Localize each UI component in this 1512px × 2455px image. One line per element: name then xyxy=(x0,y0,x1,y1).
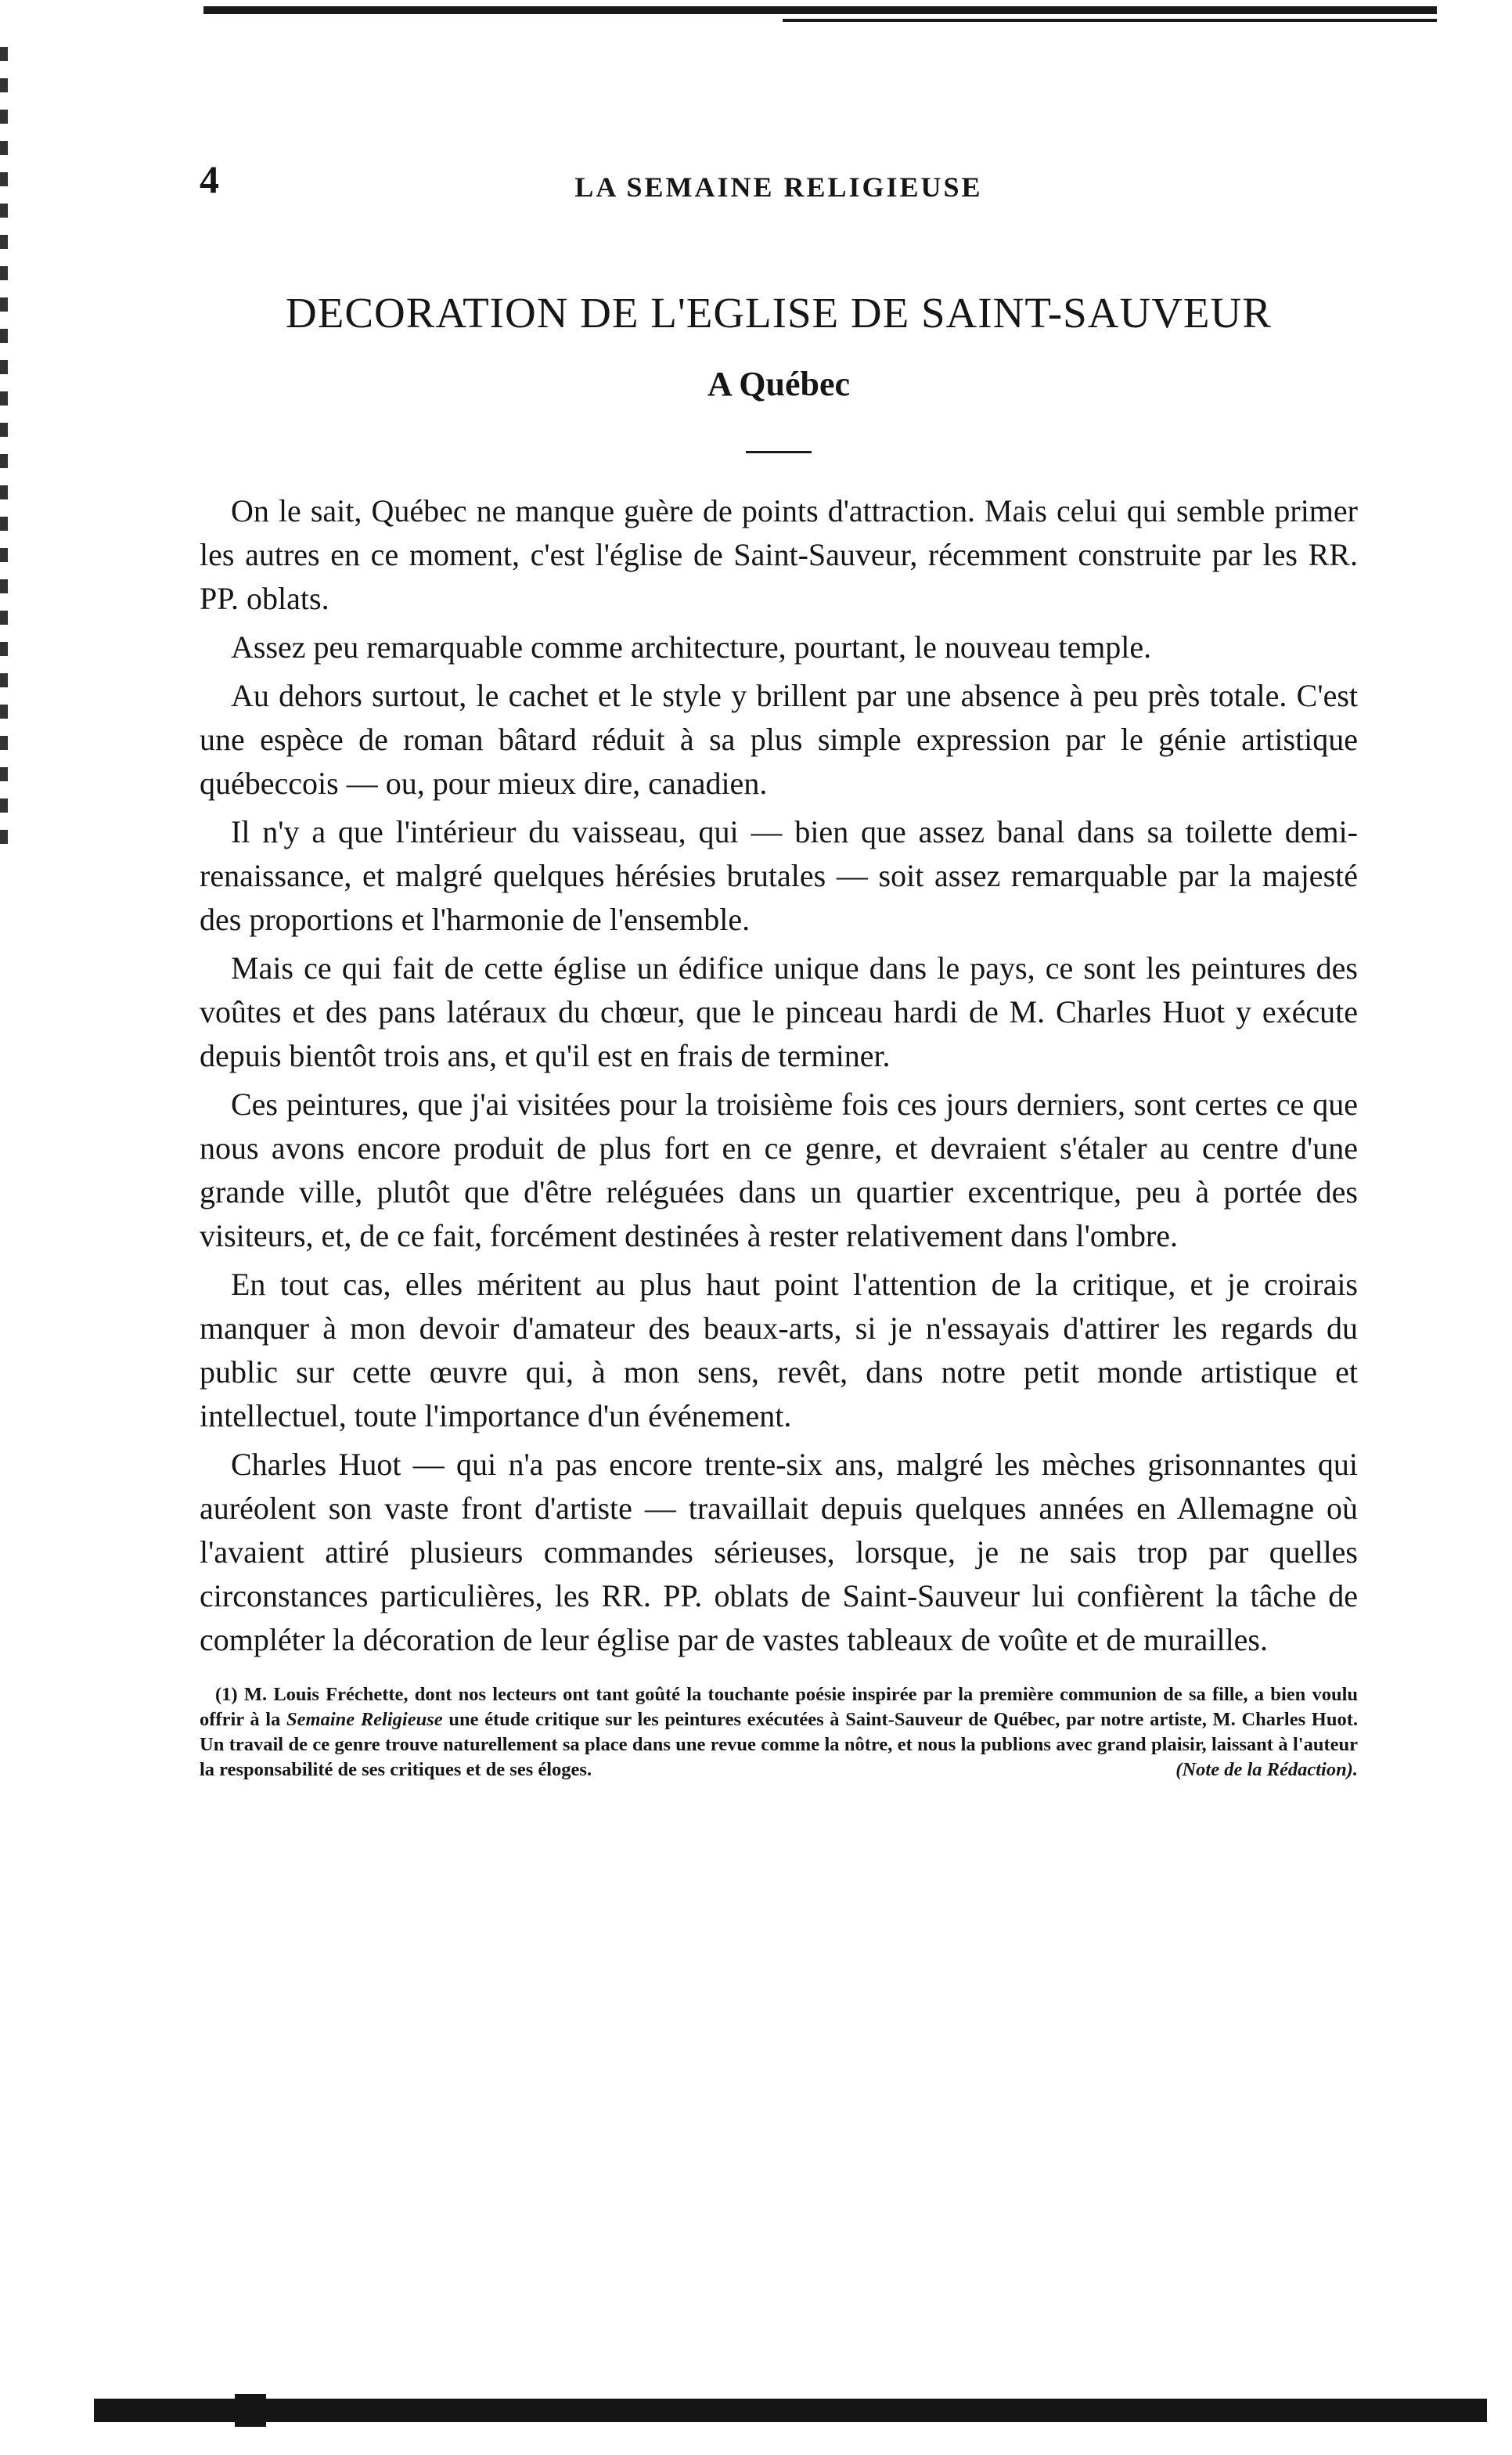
paragraph: En tout cas, elles méritent au plus haut point l'attention de la critique, et je croirais manquer à mon devoir d'amateur des beaux-arts, si je n'essayais d'attirer les regards du public sur cette œuvre qui, à mon sens, revêt, dans notre petit monde artistique et intellectuel, toute l'importance d'un événement. xyxy=(200,1267,1358,1433)
paragraph: Ces peintures, que j'ai visitées pour la troisième fois ces jours derniers, sont certes ce que nous avons encore produit de plus fort en ce genre, et devraient s'étaler au centre d'une grande ville, plutôt que d'être reléguées dans un quartier excentrique, peu à portée des visiteurs, et, de ce fait, forcément destinées à rester relativement dans l'ombre. xyxy=(200,1087,1358,1253)
paragraph: Au dehors surtout, le cachet et le style y brillent par une absence à peu près totale. C'est une espèce de roman bâtard réduit à sa plus simple expression par le génie artistique québeccois — ou, pour mieux dire, canadien. xyxy=(200,678,1358,801)
running-title: LA SEMAINE RELIGIEUSE xyxy=(574,171,983,203)
bottom-border-notch xyxy=(235,2394,266,2427)
footnote-text-before: M. Louis Fréchette, dont nos lecteurs ont tant goûté la touchante poésie inspirée par la première communion de sa fille, a bien voulu offrir à la xyxy=(200,1684,1359,1730)
page-number: 4 xyxy=(200,157,219,201)
page-content xyxy=(200,149,1358,1783)
footnote-marker: (1) xyxy=(215,1684,238,1705)
running-header xyxy=(200,149,1358,219)
paragraph: Assez peu remarquable comme architecture, pourtant, le nouveau temple. xyxy=(231,629,1152,665)
footnote-signature: (Note de la Rédaction). xyxy=(1175,1759,1358,1780)
top-border-rule-thin xyxy=(783,19,1437,22)
article-subtitle: A Québec xyxy=(707,365,851,403)
article-body xyxy=(200,489,1358,1662)
left-page-edge xyxy=(0,47,8,861)
footnote-journal-name: Semaine Religieuse xyxy=(286,1709,443,1730)
paragraph: Charles Huot — qui n'a pas encore trente-six ans, malgré les mèches grisonnantes qui auréolent son vaste front d'artiste — travaillait depuis quelques années en Allemagne où l'avaient attiré plusieurs commandes sérieuses, lorsque, je ne sais trop par quelles circonstances particulières, les RR. PP. oblats de Saint-Sauveur lui confièrent la tâche de compléter la décoration de leur église par de vastes tableaux de voûte et de murailles. xyxy=(200,1447,1358,1657)
paragraph: On le sait, Québec ne manque guère de points d'attraction. Mais celui qui semble primer les autres en ce moment, c'est l'église de Saint-Sauveur, récemment construite par les RR. PP. oblats. xyxy=(200,493,1358,616)
paragraph: Il n'y a que l'intérieur du vaisseau, qui — bien que assez banal dans sa toilette demi-renaissance, et malgré quelques hérésies brutales — soit assez remarquable par la majesté des proportions et l'harmonie de l'ensemble. xyxy=(200,814,1358,937)
title-divider xyxy=(746,451,812,453)
bottom-border-band xyxy=(94,2399,1487,2422)
footnote-text xyxy=(200,1682,1358,1783)
footnote xyxy=(200,1682,1358,1783)
top-border-rule xyxy=(203,6,1437,14)
footnote-text-middle: une étude critique sur les peintures exécutées à Saint-Sauveur de Québec, par notre artiste, M. Charles Huot. Un travail de ce genre trouve naturellement sa place dans une revue comme la nôtre, et nous la publions avec grand plaisir, laissant à l'auteur la responsabilité de ses critiques et de ses éloges. xyxy=(200,1709,1359,1780)
article-title: DECORATION DE L'EGLISE DE SAINT-SAUVEUR xyxy=(286,289,1272,337)
paragraph: Mais ce qui fait de cette église un édifice unique dans le pays, ce sont les peintures des voûtes et des pans latéraux du chœur, que le pinceau hardi de M. Charles Huot y exécute depuis bientôt trois ans, et qu'il est en frais de terminer. xyxy=(200,950,1358,1073)
